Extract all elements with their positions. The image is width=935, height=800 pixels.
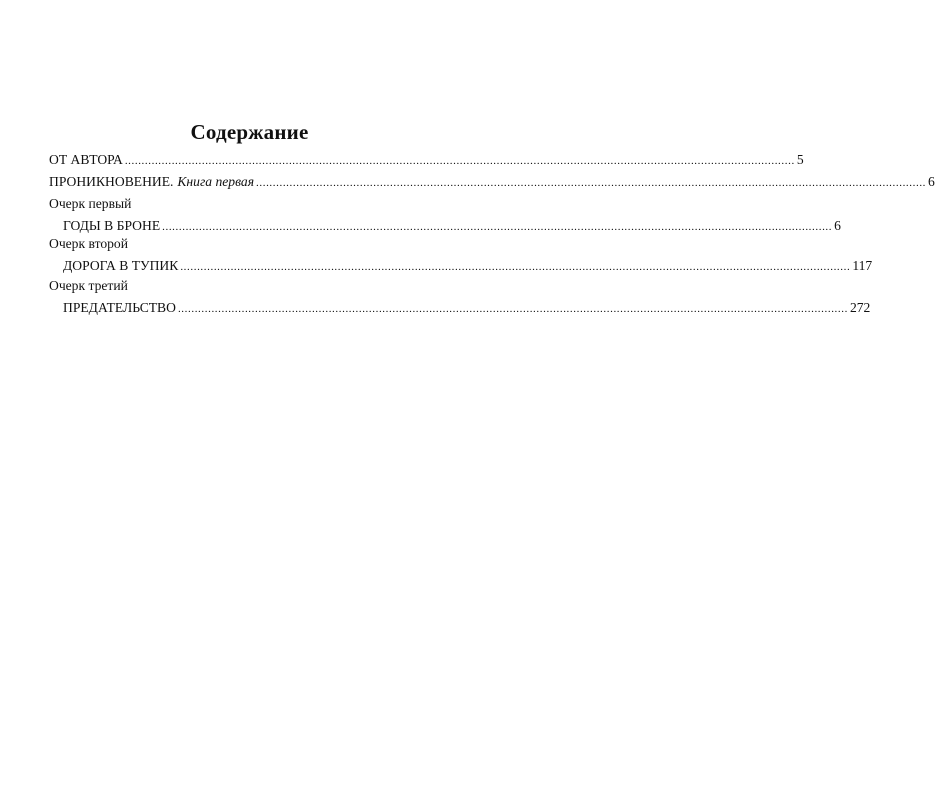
dot-leader: ........................................................................................................................................................................................................: [256, 177, 927, 189]
toc-entry-label: ПРОНИКНОВЕНИЕ.: [49, 174, 174, 189]
dot-leader: ........................................................................................................................................................................................................: [124, 155, 795, 167]
toc-entry-essay-two[interactable]: [63, 256, 873, 276]
toc-page-number: 5: [796, 152, 804, 167]
toc-page-number: 6: [928, 174, 935, 189]
toc-entry-subtitle: Книга первая: [177, 174, 255, 189]
dot-leader: ........................................................................................................................................................................................................: [180, 261, 851, 273]
essay-two-heading: Очерк второй: [49, 236, 128, 251]
toc-entry-essay-one[interactable]: [63, 216, 841, 236]
toc-page-number: 117: [852, 258, 873, 273]
essay-one-heading: Очерк первый: [49, 196, 132, 211]
toc-entry-essay-three[interactable]: [63, 298, 871, 318]
essay-three-heading: Очерк третий: [49, 278, 128, 293]
dot-leader: ........................................................................................................................................................................................................: [162, 221, 833, 233]
toc-entry-label: ПРЕДАТЕЛЬСТВО: [63, 300, 176, 315]
page-title: Содержание: [190, 120, 309, 144]
toc-entry-label: ОТ АВТОРА: [49, 152, 123, 167]
toc-page-number: 272: [849, 300, 871, 315]
toc-entry-from-author[interactable]: [49, 150, 804, 170]
dot-leader: ........................................................................................................................................................................................................: [177, 303, 848, 315]
toc-entry-label: ДОРОГА В ТУПИК: [63, 258, 179, 273]
toc-entry-book-one[interactable]: [49, 172, 935, 192]
toc-page-number: 6: [834, 218, 841, 233]
toc-entry-label: ГОДЫ В БРОНЕ: [63, 218, 161, 233]
